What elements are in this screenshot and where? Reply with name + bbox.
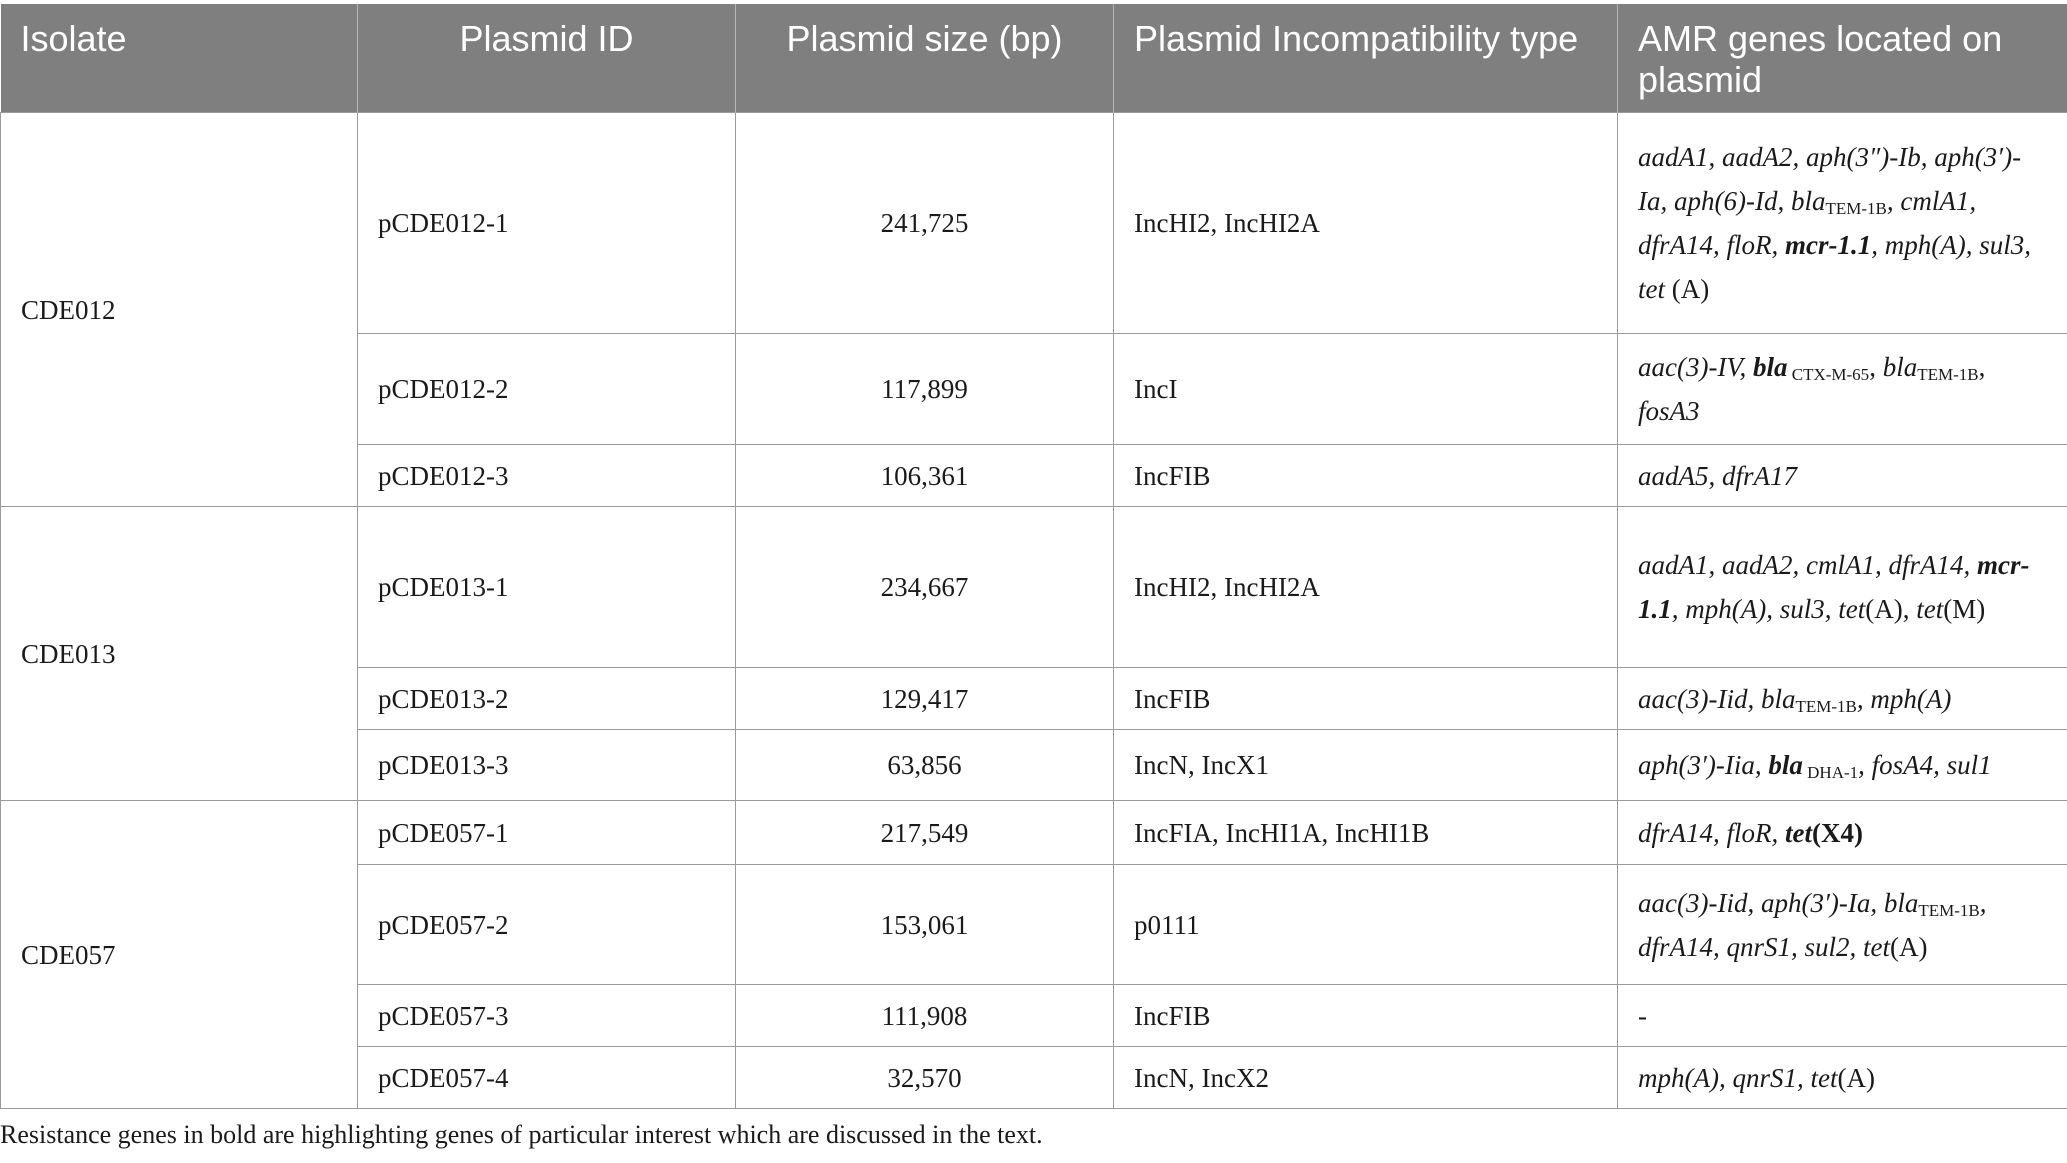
inc-type-cell: IncFIB (1114, 668, 1618, 730)
gene-text-run: , dfrA14, qnrS1, sul2, tet (1638, 887, 1987, 962)
plasmid-table (0, 4, 2067, 1109)
gene-text-run: bla (1768, 750, 1803, 780)
plasmid-id-cell: pCDE012-3 (358, 445, 736, 507)
plasmid-id-cell: pCDE013-1 (358, 507, 736, 668)
gene-text-run: fosA3 (1638, 396, 1700, 426)
header-plasmid-size: Plasmid size (bp) (736, 4, 1114, 113)
inc-type-cell: IncHI2, IncHI2A (1114, 113, 1618, 334)
gene-text-run: TEM-1B (1825, 199, 1887, 218)
gene-text-run: bla (1790, 186, 1826, 216)
gene-text-run: mcr-1.1 (1785, 230, 1872, 260)
inc-type-cell: p0111 (1114, 865, 1618, 985)
amr-genes-cell (1618, 730, 2067, 801)
plasmid-size-cell: 153,061 (736, 865, 1114, 985)
gene-text-run: , fosA4, sul1 (1858, 750, 1992, 780)
table-row (1, 507, 2067, 668)
header-amr-genes: AMR genes located on plasmid (1618, 4, 2067, 113)
plasmid-id-cell: pCDE012-2 (358, 334, 736, 445)
amr-genes-cell (1618, 801, 2067, 865)
header-row (1, 4, 2067, 113)
inc-type-cell: IncN, IncX2 (1114, 1047, 1618, 1109)
gene-text-run: mcr-1.1 (1638, 550, 2030, 624)
isolate-cell: CDE012 (1, 113, 358, 507)
plasmid-id-cell: pCDE057-1 (358, 801, 736, 865)
amr-genes-cell (1618, 668, 2067, 730)
table-footnote: Resistance genes in bold are highlighting genes of particular interest which are discussed in the text. (0, 1120, 1043, 1149)
amr-genes-cell (1618, 445, 2067, 507)
gene-text-run: aph(3′)-Iia, (1638, 750, 1769, 780)
gene-text-run: aac(3)-Iid, aph(3′)-Ia, bla (1638, 887, 1919, 918)
table-row (1, 801, 2067, 865)
plasmid-size-cell: 32,570 (736, 1047, 1114, 1109)
plasmid-size-cell: 63,856 (736, 730, 1114, 801)
inc-type-cell: IncI (1114, 334, 1618, 445)
table-row (1, 113, 2067, 334)
inc-type-cell: IncFIA, IncHI1A, IncHI1B (1114, 801, 1618, 865)
gene-text-run: aac(3)-Iid, bla (1638, 683, 1796, 714)
gene-text-run: CTX-M-65 (1787, 365, 1870, 384)
amr-genes-cell: mph(A), qnrS1, tet(A) (1618, 1047, 2067, 1109)
gene-text-run: (X4) (1812, 817, 1863, 848)
gene-text-run: bla (1752, 352, 1788, 382)
plasmid-id-cell: pCDE013-2 (358, 668, 736, 730)
gene-text-run: tet (1916, 594, 1944, 624)
isolate-cell: CDE013 (1, 507, 358, 801)
gene-text-run: aadA1, aadA2, cmlA1, dfrA14, (1638, 550, 1977, 580)
amr-genes-cell: aac(3)-IV, bla $_{CTX-M-65}$, bla$_{TEM-1B}$, fosA3 (1618, 334, 2067, 445)
gene-text-run: TEM-1B (1918, 900, 1980, 920)
header-plasmid-id: Plasmid ID (358, 4, 736, 113)
gene-text-run: , mph(A), sul3, tet (1638, 230, 2031, 304)
plasmid-id-cell: pCDE057-4 (358, 1047, 736, 1109)
inc-type-cell: IncHI2, IncHI2A (1114, 507, 1618, 668)
header-isolate: Isolate (1, 4, 358, 113)
plasmid-size-cell: 241,725 (736, 113, 1114, 334)
gene-text-run: aadA1, aadA2, aph(3″)-Ib, aph(3′)-Ia, aph(6)-Id, (1638, 142, 2022, 216)
gene-text-run: DHA-1 (1802, 763, 1859, 782)
gene-text-run: TEM-1B (1917, 365, 1979, 384)
header-incompatibility-type: Plasmid Incompatibility type (1114, 4, 1618, 113)
amr-genes-cell: aadA1, aadA2, aph(3″)-Ib, aph(3′)-Ia, aph(6)-Id, bla$_{TEM-1B}$, cmlA1, dfrA14, floR, mcr-1.1, mph(A), sul3, tet (A) (1618, 113, 2067, 334)
plasmid-id-cell: pCDE057-2 (358, 865, 736, 985)
plasmid-id-cell: pCDE057-3 (358, 985, 736, 1047)
plasmid-size-cell: 217,549 (736, 801, 1114, 865)
amr-genes-cell: aadA1, aadA2, cmlA1, dfrA14, mcr-1.1, mph(A), sul3, tet(A), tet(M) (1618, 507, 2067, 668)
isolate-cell: CDE057 (1, 801, 358, 1109)
gene-text-run: tet (1785, 817, 1812, 848)
inc-type-cell: IncFIB (1114, 445, 1618, 507)
plasmid-size-cell: 129,417 (736, 668, 1114, 730)
plasmid-size-cell: 234,667 (736, 507, 1114, 668)
plasmid-id-cell: pCDE013-3 (358, 730, 736, 801)
gene-text-run: mph(A), qnrS1, tet (1638, 1062, 1838, 1093)
plasmid-size-cell: 111,908 (736, 985, 1114, 1047)
gene-text-run: , mph(A), sul3, tet (1671, 594, 1866, 624)
gene-text-run: , cmlA1, dfrA14, floR, (1638, 186, 1977, 260)
gene-text-run: aac(3)-IV, (1638, 352, 1753, 382)
plasmid-size-cell: 117,899 (736, 334, 1114, 445)
inc-type-cell: IncN, IncX1 (1114, 730, 1618, 801)
gene-text-run: aadA5, dfrA17 (1638, 460, 1797, 491)
gene-text-run: dfrA14, floR, (1638, 817, 1785, 848)
inc-type-cell: IncFIB (1114, 985, 1618, 1047)
gene-text-run: bla (1882, 352, 1918, 382)
gene-text-run: TEM-1B (1795, 696, 1857, 716)
plasmid-size-cell: 106,361 (736, 445, 1114, 507)
gene-text-run: , mph(A) (1856, 683, 1952, 714)
plasmid-id-cell: pCDE012-1 (358, 113, 736, 334)
amr-genes-cell: - (1618, 985, 2067, 1047)
amr-genes-cell: aac(3)-Iid, aph(3′)-Ia, bla$_{TEM-1B}$, dfrA14, qnrS1, sul2, tet(A) (1618, 865, 2067, 985)
